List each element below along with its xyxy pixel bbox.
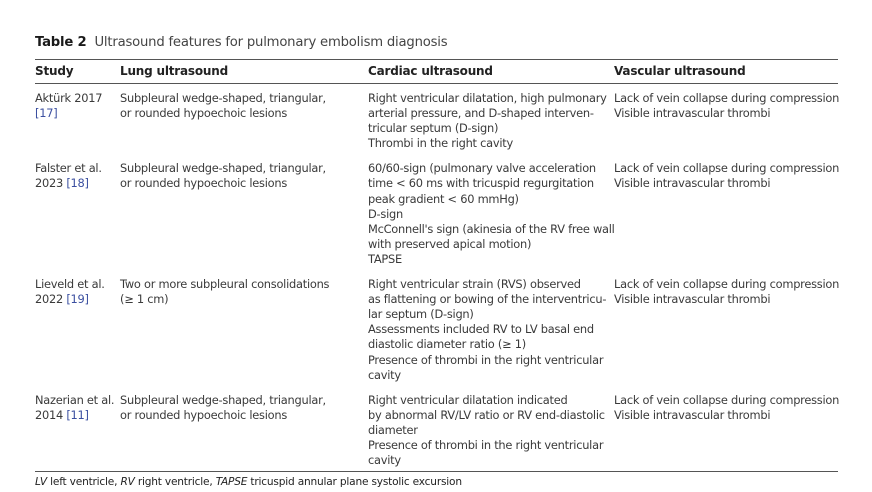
vascular-line: Visible intravascular thrombi <box>614 407 771 422</box>
cardiac-line: tricular septum (D-sign) <box>368 121 499 136</box>
table-label: Table 2 <box>35 35 87 50</box>
cardiac-line: Assessments included RV to LV basal end <box>368 322 594 337</box>
table-title: Ultrasound features for pulmonary embolism diagnosis <box>94 35 448 50</box>
bottom-rule <box>35 471 838 472</box>
data-table <box>35 60 838 471</box>
study-year-text: 2022 <box>35 292 67 307</box>
header-cardiac: Cardiac ultrasound <box>368 64 493 78</box>
cardiac-line: as flattening or bowing of the interventricu- <box>368 292 607 307</box>
lung-line: (≥ 1 cm) <box>120 292 169 307</box>
cell-lung <box>120 386 368 471</box>
table-row <box>35 386 838 471</box>
study-year <box>35 292 120 307</box>
study-name: Lieveld et al. <box>35 277 105 292</box>
cell-study <box>35 386 120 471</box>
cardiac-line: by abnormal RV/LV ratio or RV end-diastolic <box>368 407 605 422</box>
cardiac-line: Thrombi in the right cavity <box>368 136 513 151</box>
table-row <box>35 270 838 386</box>
lung-line: or rounded hypoechoic lesions <box>120 176 288 191</box>
cardiac-line: Presence of thrombi in the right ventricular <box>368 352 604 367</box>
table-row <box>35 84 838 154</box>
vascular-line: Visible intravascular thrombi <box>614 106 771 121</box>
vascular-line: Lack of vein collapse during compression <box>614 277 840 292</box>
cell-study <box>35 270 120 386</box>
cell-cardiac <box>368 386 614 471</box>
lung-line: Subpleural wedge-shaped, triangular, <box>120 91 326 105</box>
header-lung: Lung ultrasound <box>120 64 228 78</box>
vascular-line: Lack of vein collapse during compression <box>614 392 840 407</box>
cardiac-line: Right ventricular dilatation indicated <box>368 392 568 407</box>
lung-line: Subpleural wedge-shaped, triangular, <box>120 392 326 407</box>
cardiac-line: peak gradient < 60 mmHg) <box>368 191 519 206</box>
vascular-line: Lack of vein collapse during compression <box>614 161 840 176</box>
header-vascular: Vascular ultrasound <box>614 64 746 78</box>
study-year <box>35 176 120 191</box>
cardiac-line: D-sign <box>368 206 403 221</box>
footnote-text: tricuspid annular plane systolic excursion <box>247 476 462 489</box>
lung-line: Two or more subpleural consolidations <box>120 277 330 292</box>
cell-cardiac <box>368 84 614 154</box>
table-container <box>35 34 838 488</box>
cell-vascular <box>614 84 838 154</box>
cell-lung <box>120 154 368 270</box>
lung-line: or rounded hypoechoic lesions <box>120 106 288 121</box>
study-name: Nazerian et al. <box>35 392 115 407</box>
cardiac-line: Right ventricular dilatation, high pulmonary <box>368 91 607 105</box>
header-study: Study <box>35 64 74 78</box>
citation-link[interactable]: [19] <box>66 292 89 307</box>
header-row <box>35 60 838 83</box>
citation-link[interactable]: [11] <box>66 407 89 422</box>
study-year-text: 2014 <box>35 407 67 422</box>
cell-vascular <box>614 386 838 471</box>
cardiac-line: time < 60 ms with tricuspid regurgitation <box>368 176 594 191</box>
cell-study <box>35 154 120 270</box>
footnote-abbr: RV <box>120 476 135 489</box>
vascular-line: Visible intravascular thrombi <box>614 176 771 191</box>
cardiac-line: cavity <box>368 453 401 468</box>
lung-line: or rounded hypoechoic lesions <box>120 407 288 422</box>
cardiac-line: Right ventricular strain (RVS) observed <box>368 277 581 292</box>
footnote-text: right ventricle, <box>134 476 216 489</box>
cardiac-line: diameter <box>368 422 418 437</box>
cell-lung <box>120 84 368 154</box>
table-footnote <box>35 476 838 488</box>
cardiac-line: lar septum (D-sign) <box>368 307 474 322</box>
cell-cardiac <box>368 270 614 386</box>
cardiac-line: diastolic diameter ratio (≥ 1) <box>368 337 526 352</box>
footnote-abbr: TAPSE <box>215 476 248 489</box>
lung-line: Subpleural wedge-shaped, triangular, <box>120 161 326 176</box>
cardiac-line: Presence of thrombi in the right ventricular <box>368 437 604 452</box>
citation-link[interactable]: [18] <box>66 176 89 191</box>
citation-link[interactable]: [17] <box>35 106 58 121</box>
study-year <box>35 106 120 121</box>
table-caption <box>35 34 838 52</box>
study-name: Aktürk 2017 <box>35 91 103 105</box>
cardiac-line: cavity <box>368 367 401 382</box>
study-name: Falster et al. <box>35 161 102 176</box>
cardiac-line: arterial pressure, and D-shaped interven- <box>368 106 594 121</box>
cell-cardiac <box>368 154 614 270</box>
cardiac-line: TAPSE <box>368 251 402 266</box>
table-body <box>35 84 838 471</box>
study-year-text: 2023 <box>35 176 67 191</box>
cardiac-line: with preserved apical motion) <box>368 236 532 251</box>
footnote-text: left ventricle, <box>46 476 121 489</box>
cardiac-line: McConnell's sign (akinesia of the RV free wall <box>368 221 615 236</box>
cell-vascular <box>614 270 838 386</box>
vascular-line: Lack of vein collapse during compression <box>614 91 840 105</box>
footnote-abbr: LV <box>35 476 47 489</box>
cell-lung <box>120 270 368 386</box>
table-row <box>35 154 838 270</box>
cell-study <box>35 84 120 154</box>
vascular-line: Visible intravascular thrombi <box>614 292 771 307</box>
cardiac-line: 60/60-sign (pulmonary valve acceleration <box>368 161 596 176</box>
study-year <box>35 408 120 423</box>
cell-vascular <box>614 154 838 270</box>
